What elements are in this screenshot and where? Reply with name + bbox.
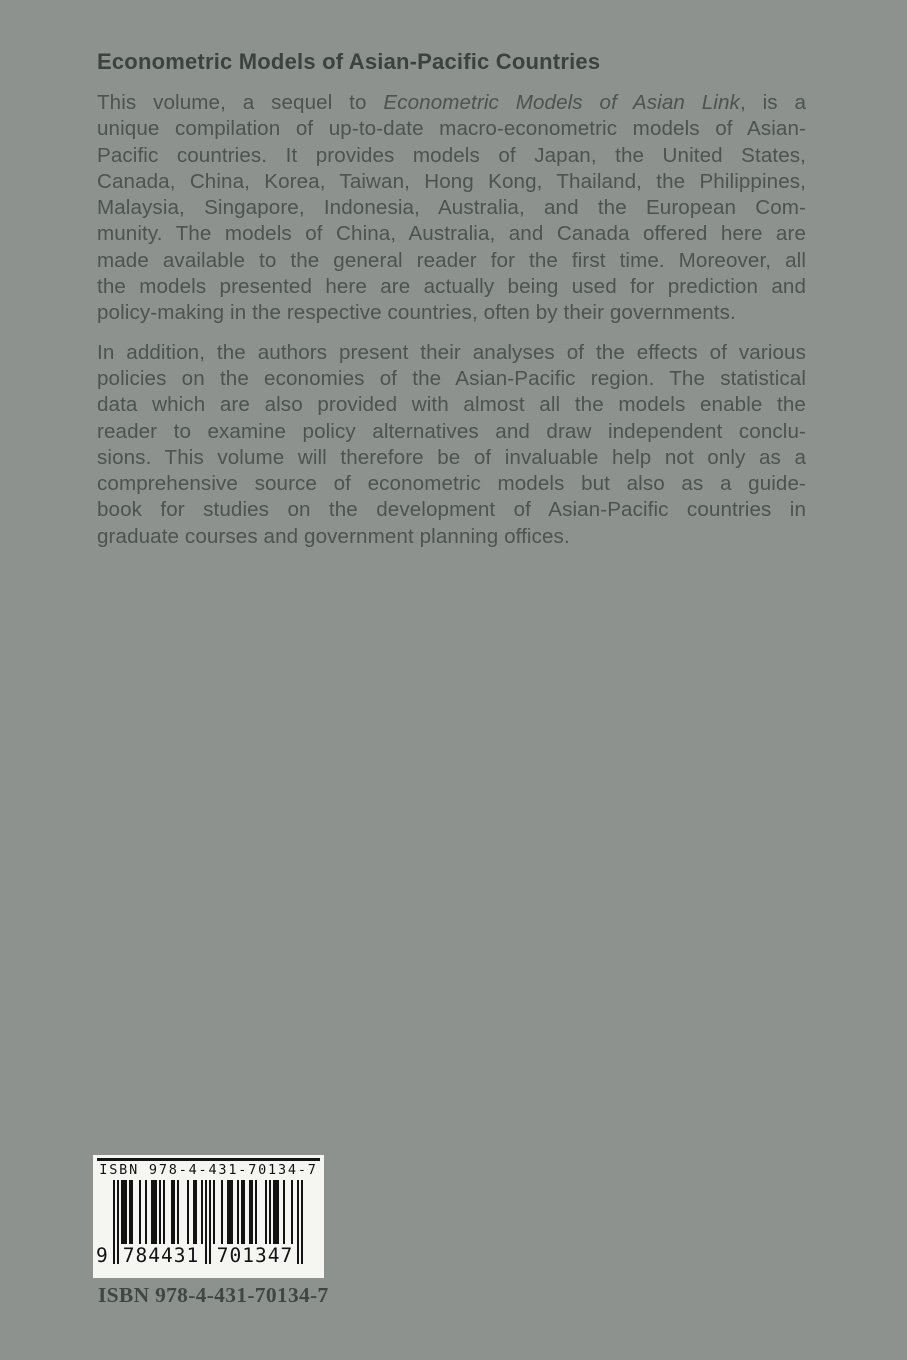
text-line <box>97 471 806 497</box>
barcode-bar <box>113 1180 115 1264</box>
barcode-bar <box>291 1180 293 1244</box>
barcode-bar <box>213 1180 215 1244</box>
text-segment: reader to examine policy alternatives and draw independent conclu- <box>97 419 806 443</box>
blurb-text-block <box>97 49 806 563</box>
text-line <box>97 169 806 195</box>
barcode-bar <box>201 1180 203 1244</box>
text-line <box>97 392 806 418</box>
barcode-bar <box>237 1180 239 1244</box>
barcode-bar <box>145 1180 147 1244</box>
barcode-bar <box>243 1180 245 1244</box>
text-line <box>97 248 806 274</box>
text-line <box>97 90 806 116</box>
text-segment: made available to the general reader for the first time. Moreover, all <box>97 248 806 272</box>
text-segment: policies on the economies of the Asian-Pacific region. The statistical <box>97 366 806 390</box>
ean-digit-group-2: 701347 <box>216 1244 294 1267</box>
text-segment: graduate courses and government planning offices. <box>97 524 570 548</box>
text-segment: Pacific countries. It provides models of Japan, the United States, <box>97 143 806 167</box>
text-segment: the models presented here are actually being used for prediction and <box>97 275 806 299</box>
barcode-bar <box>277 1180 279 1244</box>
text-segment: book for studies on the development of Asian-Pacific countries in <box>97 498 806 522</box>
text-segment: data which are also provided with almost all the models enable the <box>97 393 806 417</box>
isbn-caption: ISBN 978-4-431-70134-7 <box>98 1283 329 1307</box>
text-line <box>97 366 806 392</box>
text-segment: This volume, a sequel to <box>97 91 384 114</box>
text-line <box>97 445 806 471</box>
body-paragraphs <box>97 90 806 550</box>
barcode-bar <box>195 1180 197 1244</box>
ean-barcode <box>96 1180 303 1267</box>
barcode-bar <box>301 1180 303 1264</box>
barcode-bar <box>125 1180 127 1244</box>
text-segment: sions. This volume will therefore be of invaluable help not only as a <box>97 445 806 469</box>
text-line <box>97 221 806 247</box>
ean-leading-digit: 9 <box>96 1244 109 1267</box>
barcode-bar <box>139 1180 141 1244</box>
barcode-bar <box>205 1180 207 1264</box>
text-line <box>97 419 806 445</box>
barcode-bar <box>209 1180 211 1264</box>
text-line <box>97 300 806 326</box>
barcode-bar <box>159 1180 161 1244</box>
text-line <box>97 340 806 366</box>
barcode-bar <box>131 1180 133 1244</box>
text-segment: munity. The models of China, Australia, and Canada offered here are <box>97 222 806 246</box>
barcode-bar <box>155 1180 157 1244</box>
ean-digit-group-1: 784431 <box>122 1244 200 1267</box>
barcode-bar <box>297 1180 299 1264</box>
text-segment: , is a <box>739 91 806 114</box>
text-segment: comprehensive source of econometric models but also as a guide- <box>97 472 806 496</box>
isbn-number-line: ISBN 978-4-431-70134-7 <box>99 1162 318 1178</box>
text-line <box>97 274 806 300</box>
barcode-bar <box>177 1180 179 1244</box>
barcode-bar <box>251 1180 253 1244</box>
text-line <box>97 195 806 221</box>
italic-text-segment: Econometric Models of Asian Link <box>383 91 740 114</box>
text-line <box>97 524 806 550</box>
barcode-bar <box>283 1180 285 1244</box>
barcode-bar <box>255 1180 257 1244</box>
text-segment: unique compilation of up-to-date macro-econometric models of Asian- <box>97 117 806 141</box>
text-line <box>97 143 806 169</box>
barcode-bar <box>269 1180 271 1244</box>
book-title: Econometric Models of Asian-Pacific Countries <box>97 49 601 74</box>
label-top-rule <box>97 1158 320 1161</box>
text-segment: In addition, the authors present their analyses of the effects of various <box>97 340 806 364</box>
barcode-bar <box>187 1180 189 1244</box>
text-line <box>97 497 806 523</box>
barcode-bar <box>231 1180 233 1244</box>
text-segment: Malaysia, Singapore, Indonesia, Australia, and the European Com- <box>97 196 806 220</box>
body-paragraph <box>97 340 806 550</box>
barcode-bar <box>163 1180 165 1244</box>
text-line <box>97 116 806 142</box>
barcode-bar <box>173 1180 175 1244</box>
barcode-bar <box>221 1180 223 1244</box>
body-paragraph <box>97 90 806 327</box>
text-segment: policy-making in the respective countries, often by their governments. <box>97 301 736 325</box>
text-segment: Canada, China, Korea, Taiwan, Hong Kong, Thailand, the Philippines, <box>97 169 806 193</box>
barcode-bar <box>117 1180 119 1264</box>
isbn-barcode-label <box>93 1155 324 1278</box>
barcode-bar <box>265 1180 267 1244</box>
